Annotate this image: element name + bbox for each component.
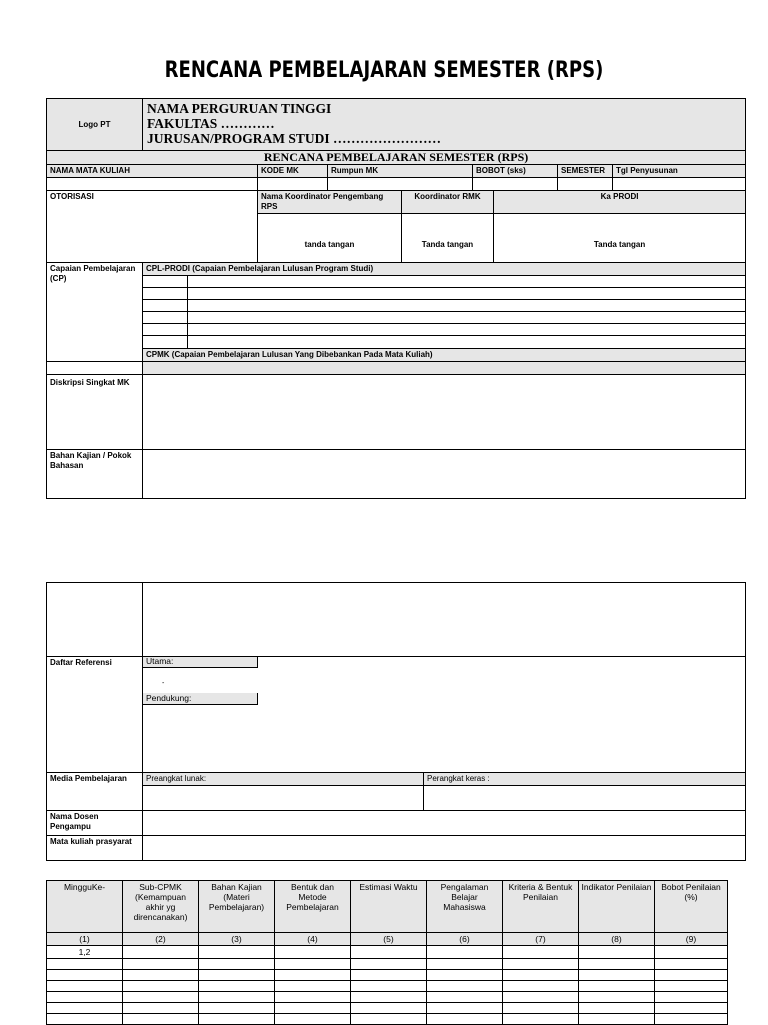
col-experience: Pengalaman Belajar Mahasiswa xyxy=(427,881,503,933)
table-cell[interactable] xyxy=(275,1003,351,1014)
continued-label xyxy=(47,583,143,657)
label-credits: BOBOT (sks) xyxy=(473,165,558,178)
table-cell[interactable] xyxy=(275,959,351,970)
value-date[interactable] xyxy=(613,178,746,191)
table-cell[interactable] xyxy=(199,970,275,981)
table-cell[interactable] xyxy=(503,981,579,992)
label-authorization: OTORISASI xyxy=(47,191,258,263)
table-cell[interactable] xyxy=(275,992,351,1003)
col-number: (2) xyxy=(123,933,199,946)
table-row xyxy=(47,970,728,981)
col-week: MingguKe- xyxy=(47,881,123,933)
table-cell[interactable] xyxy=(427,970,503,981)
cpl-code[interactable] xyxy=(143,336,188,349)
table-cell[interactable] xyxy=(655,992,728,1003)
table-cell[interactable] xyxy=(275,970,351,981)
table-cell[interactable] xyxy=(123,959,199,970)
references-cell[interactable] xyxy=(143,657,746,773)
cpmk-heading: CPMK (Capaian Pembelajaran Lulusan Yang Dibebankan Pada Mata Kuliah) xyxy=(143,349,746,362)
table-cell[interactable] xyxy=(123,992,199,1003)
label-topics: Bahan Kajian / Pokok Bahasan xyxy=(47,450,143,499)
table-cell[interactable] xyxy=(351,992,427,1003)
label-semester: SEMESTER xyxy=(558,165,613,178)
value-prerequisite[interactable] xyxy=(143,836,746,861)
table-cell[interactable] xyxy=(579,959,655,970)
label-course-name: NAMA MATA KULIAH xyxy=(47,165,258,178)
label-cluster: Rumpun MK xyxy=(328,165,473,178)
table-cell[interactable] xyxy=(123,970,199,981)
table-row xyxy=(47,1014,728,1025)
label-coordinator-rmk: Koordinator RMK xyxy=(402,191,494,214)
col-number: (5) xyxy=(351,933,427,946)
label-software: Preangkat lunak: xyxy=(143,773,424,786)
document-title: RENCANA PEMBELAJARAN SEMESTER (RPS) xyxy=(164,58,604,83)
table-cell[interactable] xyxy=(123,1003,199,1014)
table-cell[interactable] xyxy=(655,970,728,981)
col-number: (6) xyxy=(427,933,503,946)
logo-placeholder: Logo PT xyxy=(47,99,143,151)
cpmk-value[interactable] xyxy=(143,362,746,375)
table-cell[interactable] xyxy=(427,1014,503,1025)
value-hardware[interactable] xyxy=(424,786,746,811)
table-cell[interactable] xyxy=(427,981,503,992)
table-cell[interactable] xyxy=(655,959,728,970)
table-cell[interactable] xyxy=(427,959,503,970)
weekly-plan-table xyxy=(46,880,728,1025)
table-cell[interactable] xyxy=(579,970,655,981)
label-learning-outcomes: Capaian Pembelajaran (CP) xyxy=(47,263,143,362)
col-material: Bahan Kajian (Materi Pembelajaran) xyxy=(199,881,275,933)
table-cell[interactable] xyxy=(427,946,503,959)
cpl-text[interactable] xyxy=(188,276,746,288)
col-criteria: Kriteria & Bentuk Penilaian xyxy=(503,881,579,933)
table-row xyxy=(47,959,728,970)
table-cell[interactable] xyxy=(275,981,351,992)
col-method: Bentuk dan Metode Pembelajaran xyxy=(275,881,351,933)
table-cell[interactable] xyxy=(503,959,579,970)
cpl-text[interactable] xyxy=(188,288,746,300)
col-indicator: Indikator Penilaian xyxy=(579,881,655,933)
label-date: Tgl Penyusunan xyxy=(613,165,746,178)
week-cell[interactable]: 1,2 xyxy=(47,946,123,959)
cpl-text[interactable] xyxy=(188,324,746,336)
institution-header xyxy=(143,99,746,151)
table-cell[interactable] xyxy=(579,1014,655,1025)
table-cell[interactable] xyxy=(655,1003,728,1014)
col-number: (8) xyxy=(579,933,655,946)
table-cell[interactable] xyxy=(123,981,199,992)
continued-value[interactable] xyxy=(143,583,746,657)
table-cell[interactable] xyxy=(275,1014,351,1025)
table-cell[interactable] xyxy=(351,946,427,959)
cpl-heading: CPL-PRODI (Capaian Pembelajaran Lulusan Program Studi) xyxy=(143,263,746,276)
table-cell[interactable] xyxy=(503,970,579,981)
label-head-prodi: Ka PRODI xyxy=(494,191,746,214)
col-weight: Bobot Penilaian (%) xyxy=(655,881,728,933)
table-cell[interactable] xyxy=(351,1003,427,1014)
value-lecturer[interactable] xyxy=(143,811,746,836)
rps-subtitle: RENCANA PEMBELAJARAN SEMESTER (RPS) xyxy=(47,151,746,165)
cpmk-spacer xyxy=(47,362,143,375)
ref-main-tag: Utama: xyxy=(143,657,258,669)
table-cell[interactable] xyxy=(199,1014,275,1025)
table-cell[interactable] xyxy=(199,981,275,992)
table-cell[interactable] xyxy=(351,981,427,992)
label-prerequisite: Mata kuliah prasyarat xyxy=(47,836,143,861)
table-cell[interactable] xyxy=(199,992,275,1003)
col-sub-cpmk: Sub-CPMK (Kemampuan akhir yg direncanakan) xyxy=(123,881,199,933)
cpl-text[interactable] xyxy=(188,312,746,324)
value-description[interactable] xyxy=(143,375,746,450)
table-cell[interactable] xyxy=(123,1014,199,1025)
table-cell[interactable] xyxy=(579,1003,655,1014)
ref-bullet: - xyxy=(162,680,165,687)
cpl-code[interactable] xyxy=(143,312,188,324)
col-time: Estimasi Waktu xyxy=(351,881,427,933)
label-course-code: KODE MK xyxy=(258,165,328,178)
table-cell[interactable] xyxy=(47,959,123,970)
table-cell[interactable] xyxy=(503,946,579,959)
institution-name: NAMA PERGURUAN TINGGI xyxy=(147,101,332,116)
department-name: JURUSAN/PROGRAM STUDI …………………… xyxy=(147,131,442,146)
label-media: Media Pembelajaran xyxy=(47,773,143,811)
table-cell[interactable] xyxy=(503,992,579,1003)
col-number: (7) xyxy=(503,933,579,946)
rps-reference-table xyxy=(46,582,746,861)
table-cell[interactable] xyxy=(351,1014,427,1025)
table-cell[interactable] xyxy=(199,959,275,970)
table-cell[interactable] xyxy=(123,946,199,959)
table-cell[interactable] xyxy=(655,946,728,959)
table-cell[interactable] xyxy=(503,1003,579,1014)
value-semester[interactable] xyxy=(558,178,613,191)
col-number: (4) xyxy=(275,933,351,946)
value-cluster[interactable] xyxy=(328,178,473,191)
value-course-name[interactable] xyxy=(47,178,258,191)
label-description: Diskripsi Singkat MK xyxy=(47,375,143,450)
value-course-code[interactable] xyxy=(258,178,328,191)
signature-coordinator-rps[interactable]: tanda tangan xyxy=(258,214,402,263)
table-cell[interactable] xyxy=(655,981,728,992)
table-cell[interactable] xyxy=(47,970,123,981)
label-coordinator-rps: Nama Koordinator Pengembang RPS xyxy=(258,191,402,214)
col-number: (1) xyxy=(47,933,123,946)
rps-header-table xyxy=(46,98,746,499)
table-cell[interactable] xyxy=(503,1014,579,1025)
table-cell[interactable] xyxy=(47,1003,123,1014)
signature-head-prodi[interactable]: Tanda tangan xyxy=(494,214,746,263)
value-topics[interactable] xyxy=(143,450,746,499)
table-cell[interactable] xyxy=(579,946,655,959)
table-cell[interactable] xyxy=(199,946,275,959)
cpl-code[interactable] xyxy=(143,276,188,288)
cpl-code[interactable] xyxy=(143,288,188,300)
table-cell[interactable] xyxy=(47,981,123,992)
table-cell[interactable] xyxy=(427,992,503,1003)
cpl-text[interactable] xyxy=(188,300,746,312)
table-row xyxy=(47,992,728,1003)
table-cell[interactable] xyxy=(427,1003,503,1014)
table-cell[interactable] xyxy=(199,1003,275,1014)
cpl-text[interactable] xyxy=(188,336,746,349)
label-lecturer: Nama Dosen Pengampu xyxy=(47,811,143,836)
table-cell[interactable] xyxy=(47,992,123,1003)
table-cell[interactable] xyxy=(351,959,427,970)
label-references: Daftar Referensi xyxy=(47,657,143,773)
table-cell[interactable] xyxy=(655,1014,728,1025)
signature-coordinator-rmk[interactable]: Tanda tangan xyxy=(402,214,494,263)
label-hardware: Perangkat keras : xyxy=(424,773,746,786)
ref-support-tag: Pendukung: xyxy=(143,693,258,705)
table-row xyxy=(47,1003,728,1014)
cpl-code[interactable] xyxy=(143,300,188,312)
value-credits[interactable] xyxy=(473,178,558,191)
table-cell[interactable] xyxy=(275,946,351,959)
table-row xyxy=(47,981,728,992)
faculty-name: FAKULTAS ………… xyxy=(147,116,275,131)
col-number: (3) xyxy=(199,933,275,946)
col-number: (9) xyxy=(655,933,728,946)
value-software[interactable] xyxy=(143,786,424,811)
cpl-code[interactable] xyxy=(143,324,188,336)
table-cell[interactable] xyxy=(47,1014,123,1025)
table-cell[interactable] xyxy=(579,992,655,1003)
table-cell[interactable] xyxy=(579,981,655,992)
table-cell[interactable] xyxy=(351,970,427,981)
